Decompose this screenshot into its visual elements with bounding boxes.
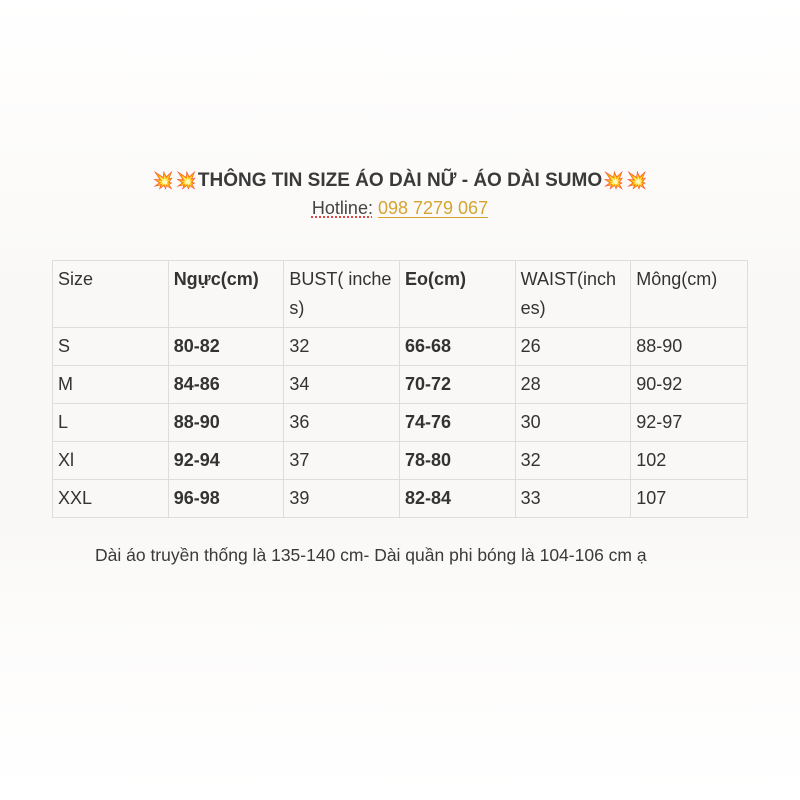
cell-size: M <box>53 366 169 404</box>
table-row <box>53 404 748 442</box>
header-waist-cm: Eo(cm) <box>399 261 515 328</box>
cell-bust-cm: 96-98 <box>168 480 284 518</box>
explosion-icon: 💥 <box>152 171 174 190</box>
cell-waist-inches: 33 <box>515 480 631 518</box>
length-note: Dài áo truyền thống là 135-140 cm- Dài quần phi bóng là 104-106 cm ạ <box>95 545 647 565</box>
header-waist-inches: WAIST(inches) <box>515 261 631 328</box>
hotline-label: Hotline: <box>311 198 373 218</box>
cell-hip-cm: 88-90 <box>631 328 748 366</box>
cell-waist-inches: 28 <box>515 366 631 404</box>
hotline <box>0 198 800 219</box>
header-bust-inches: BUST( inches) <box>284 261 400 328</box>
header-bust-cm: Ngực(cm) <box>168 261 284 328</box>
cell-waist-inches: 32 <box>515 442 631 480</box>
cell-bust-cm: 84-86 <box>168 366 284 404</box>
header-size: Size <box>53 261 169 328</box>
cell-bust-cm: 88-90 <box>168 404 284 442</box>
cell-hip-cm: 107 <box>631 480 748 518</box>
size-table <box>52 260 748 518</box>
cell-waist-cm: 70-72 <box>399 366 515 404</box>
explosion-icon: 💥 <box>603 171 625 190</box>
cell-bust-inches: 32 <box>284 328 400 366</box>
cell-waist-inches: 30 <box>515 404 631 442</box>
cell-bust-inches: 34 <box>284 366 400 404</box>
cell-bust-inches: 36 <box>284 404 400 442</box>
cell-waist-cm: 66-68 <box>399 328 515 366</box>
title-text: THÔNG TIN SIZE ÁO DÀI NỮ - ÁO DÀI SUMO <box>197 170 603 191</box>
explosion-icon: 💥 <box>626 171 648 190</box>
table-header-row <box>53 261 748 328</box>
cell-size: XXL <box>53 480 169 518</box>
cell-waist-inches: 26 <box>515 328 631 366</box>
table-row <box>53 366 748 404</box>
cell-bust-cm: 80-82 <box>168 328 284 366</box>
table-row <box>53 442 748 480</box>
hotline-phone-link[interactable]: 098 7279 067 <box>377 198 489 218</box>
cell-bust-cm: 92-94 <box>168 442 284 480</box>
cell-hip-cm: 90-92 <box>631 366 748 404</box>
explosion-icon: 💥 <box>175 171 197 190</box>
cell-waist-cm: 82-84 <box>399 480 515 518</box>
header-hip-cm: Mông(cm) <box>631 261 748 328</box>
cell-size: Xl <box>53 442 169 480</box>
cell-hip-cm: 102 <box>631 442 748 480</box>
cell-waist-cm: 74-76 <box>399 404 515 442</box>
table-row <box>53 480 748 518</box>
table-row <box>53 328 748 366</box>
cell-size: L <box>53 404 169 442</box>
cell-bust-inches: 39 <box>284 480 400 518</box>
page-title <box>0 170 800 192</box>
cell-hip-cm: 92-97 <box>631 404 748 442</box>
cell-waist-cm: 78-80 <box>399 442 515 480</box>
cell-bust-inches: 37 <box>284 442 400 480</box>
cell-size: S <box>53 328 169 366</box>
